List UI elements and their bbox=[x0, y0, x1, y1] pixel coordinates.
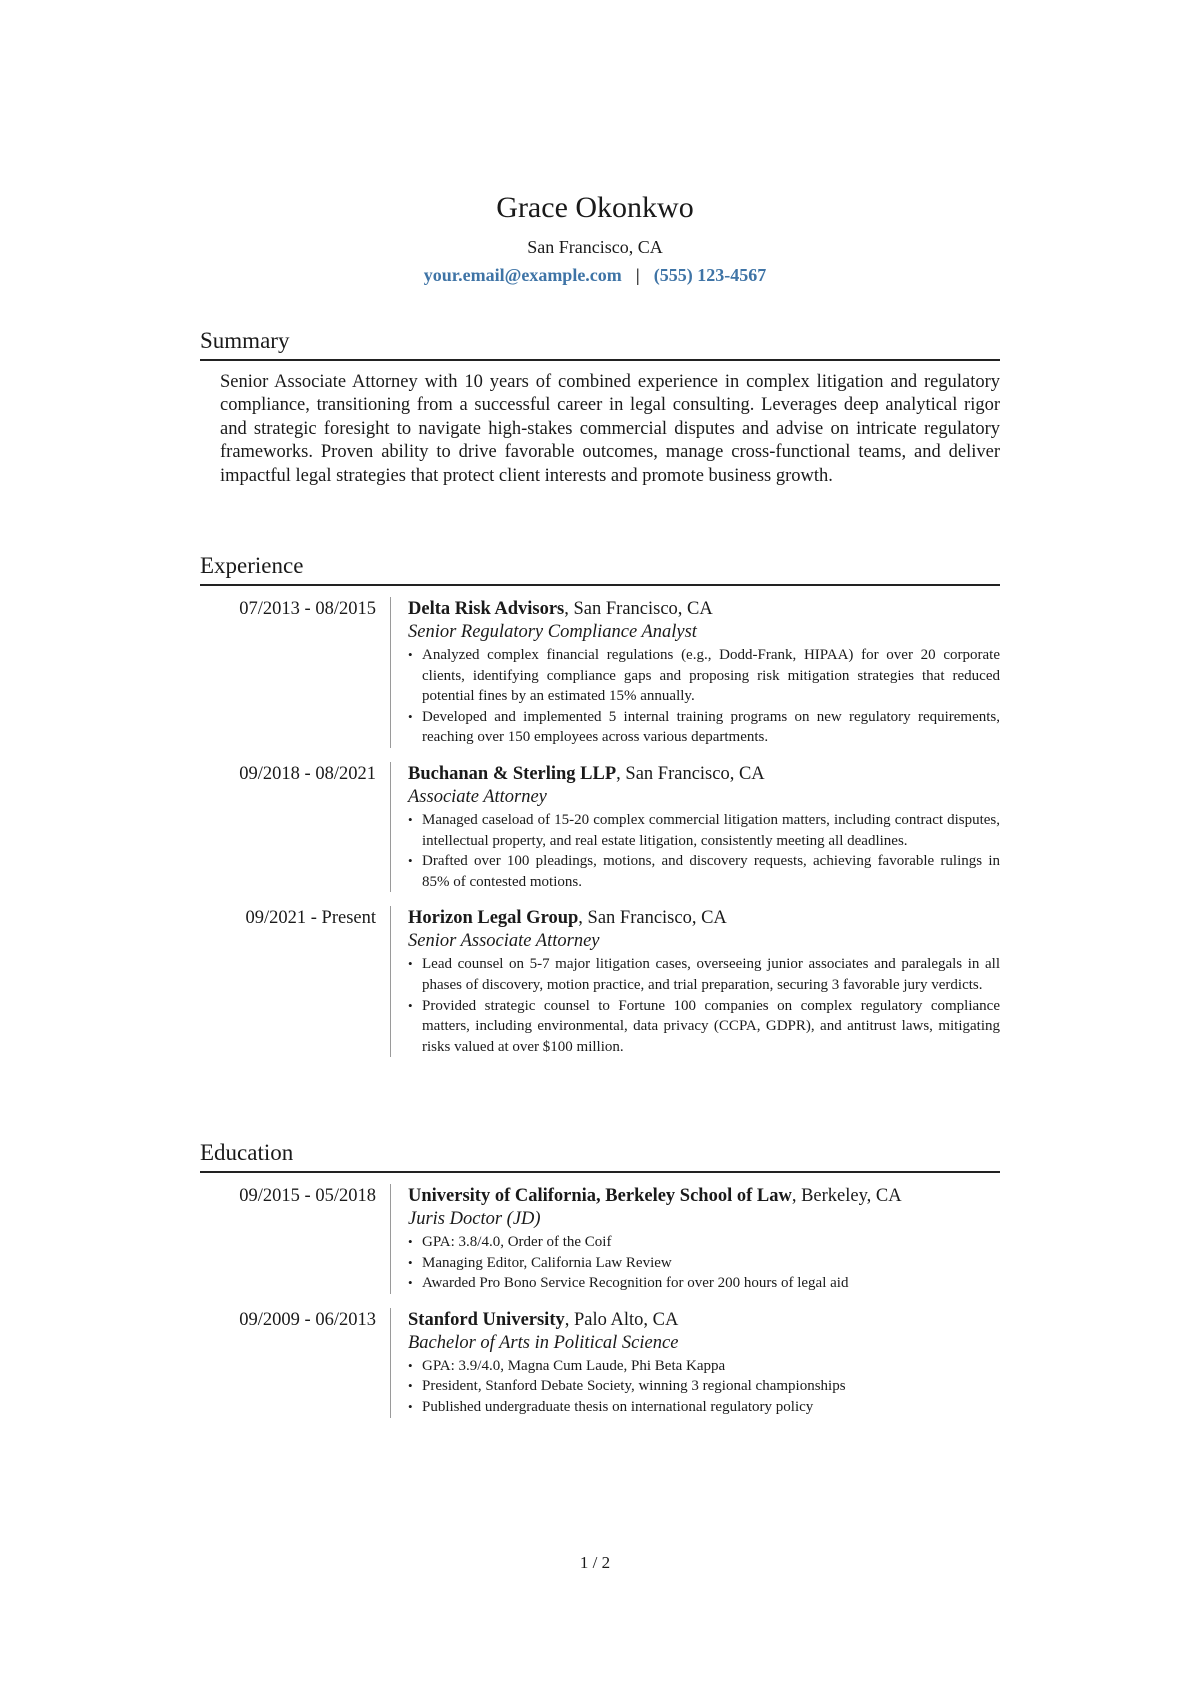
entry-org: Horizon Legal Group bbox=[408, 908, 579, 929]
entry-place: , Berkeley, CA bbox=[791, 1186, 902, 1206]
experience-entry bbox=[200, 906, 1000, 1057]
entry-body bbox=[390, 597, 1000, 748]
education-entry bbox=[200, 1184, 1000, 1294]
entry-place: , Palo Alto, CA bbox=[564, 1309, 679, 1330]
entry-headline bbox=[408, 597, 1000, 621]
entry-role: Senior Regulatory Compliance Analyst bbox=[408, 622, 697, 642]
email-link[interactable]: your.email@example.com bbox=[423, 265, 622, 285]
entry-role: Juris Doctor (JD) bbox=[408, 1209, 541, 1229]
summary-text: Senior Associate Attorney with 10 years of combined experience in complex litigation and regulatory compliance, transitioning from a successful career in legal consulting. Leverages deep analytical rigor and strategic foresight to navigate high-stakes commercial disputes and advise on intricate regulatory frameworks. Proven ability to drive favorable outcomes, manage cross-functional teams, and deliver impactful legal strategies that protect client interests and promote business growth. bbox=[220, 372, 1000, 486]
bullet-item: • Managing Editor, California Law Review bbox=[408, 1253, 1000, 1274]
entry-org: Buchanan & Sterling LLP bbox=[408, 763, 617, 784]
section-title-summary: Summary bbox=[200, 326, 1000, 361]
phone-link[interactable]: (555) 123-4567 bbox=[653, 265, 767, 285]
entry-headline bbox=[408, 762, 1000, 786]
entry-role: Associate Attorney bbox=[408, 786, 547, 807]
bullet-item: • President, Stanford Debate Society, winning 3 regional championships bbox=[408, 1376, 1000, 1397]
education-entry bbox=[200, 1308, 1000, 1418]
bullet-item: • Lead counsel on 5-7 major litigation cases, overseeing junior associates and paralegals in all phases of discovery, motion practice, and trial preparation, securing 3 favorable jury verdicts. bbox=[408, 954, 1000, 995]
entry-headline bbox=[408, 1308, 1000, 1332]
entry-org: University of California, Berkeley School of Law bbox=[408, 1186, 792, 1206]
education-section bbox=[200, 1138, 1000, 1418]
bullet-item: • Drafted over 100 pleadings, motions, and discovery requests, achieving favorable rulings in 85% of contested motions. bbox=[408, 851, 1000, 892]
bullet-item: • Published undergraduate thesis on international regulatory policy bbox=[408, 1397, 1000, 1418]
entry-dates: 09/2018 - 08/2021 bbox=[239, 763, 376, 784]
bullet-item: • Provided strategic counsel to Fortune 100 companies on complex regulatory compliance matters, including environmental, data privacy (CCPA, GDPR), and antitrust laws, mitigating risks valued at over $100 million. bbox=[408, 996, 1000, 1058]
experience-entry bbox=[200, 762, 1000, 892]
section-title-experience: Experience bbox=[200, 551, 1000, 586]
entry-place: , San Francisco, CA bbox=[564, 599, 713, 619]
entry-headline bbox=[408, 906, 1000, 930]
entry-org: Stanford University bbox=[408, 1309, 565, 1330]
entry-bullets bbox=[408, 645, 1000, 748]
candidate-location: San Francisco, CA bbox=[527, 237, 663, 257]
candidate-name: Grace Okonkwo bbox=[496, 191, 694, 224]
entry-body bbox=[390, 762, 1000, 892]
section-title-education: Education bbox=[200, 1138, 1000, 1173]
experience-entry bbox=[200, 597, 1000, 748]
entry-role: Bachelor of Arts in Political Science bbox=[408, 1332, 679, 1353]
entry-bullets bbox=[408, 810, 1000, 892]
entry-headline bbox=[408, 1184, 1000, 1208]
entry-dates: 09/2021 - Present bbox=[245, 908, 376, 929]
bullet-item: • Analyzed complex financial regulations (e.g., Dodd-Frank, HIPAA) for over 20 corporate clients, identifying compliance gaps and proposing risk mitigation strategies that reduced potential fines by an estimated 15% annually. bbox=[408, 645, 1000, 707]
bullet-item: • GPA: 3.8/4.0, Order of the Coif bbox=[408, 1232, 1000, 1253]
entry-bullets bbox=[408, 1356, 1000, 1418]
entry-dates: 09/2015 - 05/2018 bbox=[239, 1186, 376, 1206]
entry-bullets bbox=[408, 954, 1000, 1057]
entry-org: Delta Risk Advisors bbox=[408, 599, 565, 619]
entry-dates: 09/2009 - 06/2013 bbox=[239, 1309, 376, 1330]
bullet-item: • Developed and implemented 5 internal training programs on new regulatory requirements, reaching over 150 employees across various departments. bbox=[408, 707, 1000, 748]
bullet-item: • Managed caseload of 15-20 complex commercial litigation matters, including contract disputes, intellectual property, and real estate litigation, consistently meeting all deadlines. bbox=[408, 810, 1000, 851]
entry-place: , San Francisco, CA bbox=[578, 908, 727, 929]
summary-section bbox=[200, 326, 1000, 488]
entry-body bbox=[390, 906, 1000, 1057]
experience-section bbox=[200, 551, 1000, 1057]
entry-place: , San Francisco, CA bbox=[616, 763, 765, 784]
contact-separator: | bbox=[635, 265, 640, 285]
bullet-item: • Awarded Pro Bono Service Recognition for over 200 hours of legal aid bbox=[408, 1273, 1000, 1294]
entry-body bbox=[390, 1308, 1000, 1418]
entry-dates: 07/2013 - 08/2015 bbox=[239, 599, 376, 619]
bullet-item: • GPA: 3.9/4.0, Magna Cum Laude, Phi Beta Kappa bbox=[408, 1356, 1000, 1377]
entry-bullets bbox=[408, 1232, 1000, 1294]
contact-line bbox=[0, 263, 1190, 287]
entry-body bbox=[390, 1184, 1000, 1294]
entry-role: Senior Associate Attorney bbox=[408, 931, 600, 952]
page-number: 1 / 2 bbox=[579, 1553, 611, 1572]
